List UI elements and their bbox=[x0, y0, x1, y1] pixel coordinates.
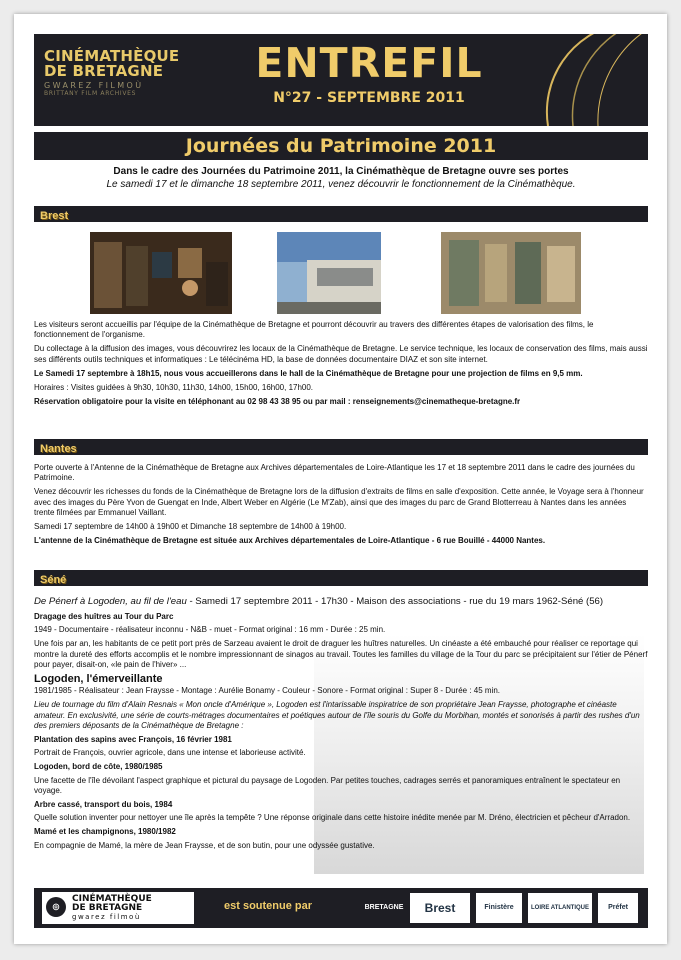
short-2-description: Une facette de l'île dévoilant l'aspect graphique et pictural du paysage de Logoden. Par petites touches, cadrages serrés et panoramiques entraînent le spectateur en voyage. bbox=[34, 775, 621, 795]
short-3-description: Quelle solution inventer pour nettoyer une île après la tempête ? Une réponse originale dans cette histoire inédite menée par M. Dréno, électricien et pêcheur d'Arradon. bbox=[34, 813, 631, 823]
sene-text bbox=[34, 596, 648, 855]
footer-logo-line-1: CINÉMATHÈQUE bbox=[72, 894, 152, 904]
newsletter-page bbox=[14, 14, 667, 944]
section-header-brest bbox=[34, 206, 648, 222]
nantes-text bbox=[34, 463, 648, 550]
photo-film-storage bbox=[441, 232, 581, 314]
logo-line-4: BRITTANY FILM ARCHIVES bbox=[44, 90, 137, 97]
footer-bar bbox=[34, 888, 648, 928]
brest-reservation: Réservation obligatoire pour la visite en téléphonant au 02 98 43 38 95 ou par mail : renseignements@cinematheque-bretagne.fr bbox=[34, 397, 521, 407]
short-4-description: En compagnie de Mamé, la mère de Jean Fraysse, et de son butin, pour une odyssée gustative. bbox=[34, 840, 375, 850]
film-1-description: Une fois par an, les habitants de ce petit port près de Sarzeau avaient le droit de draguer les huîtres naturelles. Un cinéaste a été embauché pour réaliser ce reportage qui montre la dureté des efforts accomplis et le nombre impressionnant de sinagos au travail. Toutes les familles du village de la Tour du parc se précipitaient sur l'étier de Pénerf pour payer, disait-on, «le pain de l'hiver» ... bbox=[34, 639, 648, 669]
film-1-title: Dragage des huîtres au Tour du Parc bbox=[34, 612, 174, 621]
film-2-title: Logoden, l'émerveillante bbox=[34, 673, 163, 686]
nantes-address: L'antenne de la Cinémathèque de Bretagne est située aux Archives départementales de Loire-Atlantique - 6 rue Bouillé - 44000 Nantes. bbox=[34, 536, 546, 546]
header-banner bbox=[34, 34, 648, 126]
short-1-title: Plantation des sapins avec François, 16 février 1981 bbox=[34, 735, 232, 745]
nantes-schedule: Samedi 17 septembre de 14h00 à 19h00 et Dimanche 18 septembre de 14h00 à 19h00. bbox=[34, 522, 347, 532]
section-title-sene: Séné bbox=[40, 574, 67, 586]
photo-technical-room bbox=[90, 232, 232, 314]
section-title-brest: Brest bbox=[40, 210, 69, 222]
sponsor-prefet: Préfet bbox=[598, 893, 638, 923]
brest-paragraph-1: Les visiteurs seront accueillis par l'équipe de la Cinémathèque de Bretagne et pourront découvrir au travers des différentes étapes de valorisation des films, le fonctionnement de l'organisme. bbox=[34, 320, 594, 340]
event-info: - Samedi 17 septembre 2011 - 17h30 - Maison des associations - rue du 19 mars 1962-Séné (56) bbox=[186, 596, 604, 607]
film-2-meta: 1981/1985 - Réalisateur : Jean Fraysse - Montage : Aurélie Bonamy - Couleur - Sonore - Format original : Super 8 - Durée : 45 min. bbox=[34, 686, 500, 696]
photo-building bbox=[277, 232, 381, 314]
logo-line-1: CINÉMATHÈQUE bbox=[44, 47, 180, 65]
intro bbox=[34, 165, 648, 191]
logo-line-3: GWAREZ FILMOÙ bbox=[44, 81, 144, 90]
section-header-nantes bbox=[34, 439, 648, 455]
event-title: De Pénerf à Logoden, au fil de l'eau bbox=[34, 596, 187, 607]
sponsor-brest: Brest bbox=[410, 893, 470, 923]
supported-by-label: est soutenue par bbox=[224, 900, 313, 912]
section-title-nantes: Nantes bbox=[40, 443, 77, 455]
short-3-title: Arbre cassé, transport du bois, 1984 bbox=[34, 800, 173, 810]
brest-projection: Le Samedi 17 septembre à 18h15, nous vous accueillerons dans le hall de la Cinémathèque de Bretagne pour une projection de films en 9,5 mm. bbox=[34, 368, 583, 378]
section-header-sene bbox=[34, 570, 648, 586]
intro-line-1: Dans le cadre des Journées du Patrimoine 2011, la Cinémathèque de Bretagne ouvre ses portes bbox=[113, 166, 569, 177]
decorative-arcs-icon bbox=[498, 34, 648, 126]
brest-schedule: Horaires : Visites guidées à 9h30, 10h30, 11h30, 14h00, 15h00, 16h00, 17h00. bbox=[34, 383, 314, 393]
short-4-title: Mamé et les champignons, 1980/1982 bbox=[34, 827, 176, 837]
footer-logo bbox=[42, 892, 194, 924]
logo-line-2: DE BRETAGNE bbox=[44, 62, 164, 80]
nantes-paragraph-1: Porte ouverte à l'Antenne de la Cinémathèque de Bretagne aux Archives départementales de Loire-Atlantique les 17 et 18 septembre 2011 dans le cadre des journées du Patrimoine. bbox=[34, 463, 635, 483]
short-1-description: Portrait de François, ouvrier agricole, dans une intense et laborieuse activité. bbox=[34, 748, 306, 758]
main-title-bar: Journées du Patrimoine 2011 bbox=[34, 132, 648, 160]
sponsor-loire-atlantique: LOIRE ATLANTIQUE bbox=[528, 893, 592, 923]
footer-logo-line-3: gwarez filmoù bbox=[72, 913, 141, 921]
film-reel-icon: ◎ bbox=[46, 897, 66, 917]
nantes-paragraph-2: Venez découvrir les richesses du fonds de la Cinémathèque de Bretagne lors de la diffusion d'extraits de films en salle d'exposition. Cette année, le Voyage sera à l'honneur avec des images du Père Yvon de Guengat en Inde, Albert Weber en Algérie (Le M'Zab), ainsi que des images du parc de Grand Blotterreau à Nantes dans les années trente filmées par Emmanuel Vaillant. bbox=[34, 487, 644, 517]
issue-number: N°27 - SEPTEMBRE 2011 bbox=[273, 90, 465, 106]
film-1-meta: 1949 - Documentaire - réalisateur inconnu - N&B - muet - Format original : 16 mm - Durée : 25 min. bbox=[34, 625, 386, 635]
brest-paragraph-2: Du collectage à la diffusion des images, vous découvrirez les locaux de la Cinémathèque de Bretagne. Le service technique, les locaux de conservation des films, mais aussi ses différents outils techniques et informatiques : Le télécinéma HD, la base de données documentaire DIAZ et son site internet. bbox=[34, 344, 648, 364]
cinematheque-logo bbox=[44, 49, 179, 97]
intro-line-2: Le samedi 17 et le dimanche 18 septembre 2011, venez découvrir le fonctionnement de la Cinémathèque. bbox=[106, 179, 576, 190]
sponsor-bretagne: BRETAGNE bbox=[364, 893, 404, 923]
brest-text bbox=[34, 320, 648, 411]
sponsor-finistere: Finistère bbox=[476, 893, 522, 923]
footer-logo-line-2: DE BRETAGNE bbox=[72, 903, 143, 913]
short-2-title: Logoden, bord de côte, 1980/1985 bbox=[34, 762, 163, 772]
film-2-description: Lieu de tournage du film d'Alain Resnais « Mon oncle d'Amérique », Logoden est l'intarissable inspiratrice de son propriétaire Jean Fraysse, photographe et cinéaste amateur. En exclusivité, une série de courts-métrages documentaires et poétiques autour de l'île souris du Golfe du Morbihan, montés et sonorisés à partir des rushes d'un des premiers déposants de la Cinémathèque de Bretagne : bbox=[34, 700, 640, 730]
newsletter-title: ENTREFIL bbox=[255, 39, 483, 87]
